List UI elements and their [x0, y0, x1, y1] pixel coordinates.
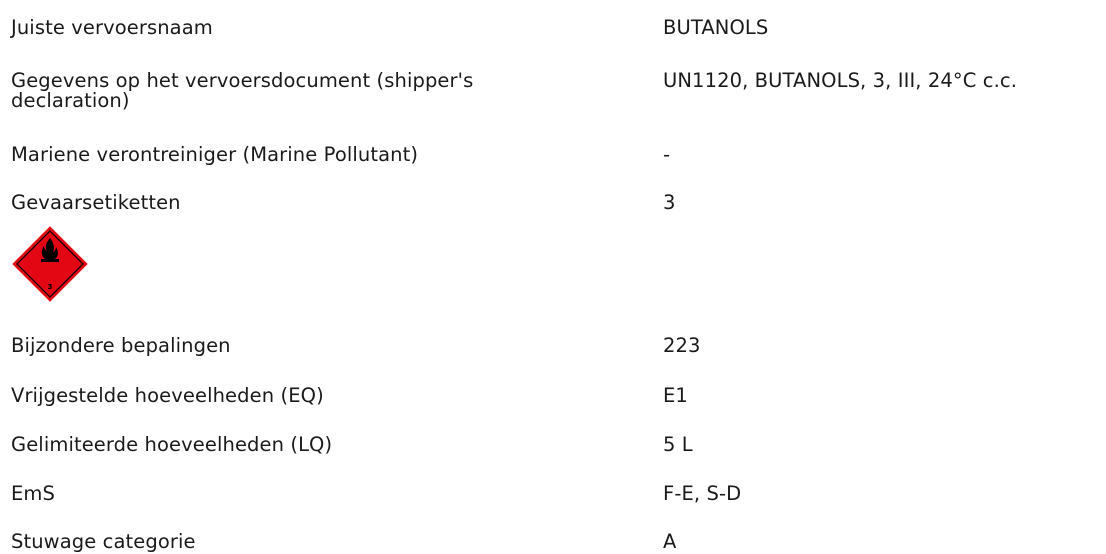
value-limited-quantities: 5 L — [663, 433, 693, 456]
flammable-liquid-diamond-icon — [12, 226, 88, 302]
value-stowage-category: A — [663, 530, 677, 553]
hazard-pictogram-svg — [12, 226, 88, 302]
hazard-class-number: 3 — [47, 283, 53, 291]
label-excepted-quantities: Vrijgestelde hoeveelheden (EQ) — [11, 384, 324, 407]
label-stowage-category: Stuwage categorie — [11, 530, 196, 553]
value-marine-pollutant: - — [663, 143, 671, 166]
label-proper-shipping-name: Juiste vervoersnaam — [11, 16, 213, 39]
label-shipper-declaration-line-2: declaration) — [11, 89, 130, 112]
label-ems: EmS — [11, 482, 55, 505]
label-hazard-labels: Gevaarsetiketten — [11, 191, 181, 214]
value-shipper-declaration: UN1120, BUTANOLS, 3, III, 24°C c.c. — [663, 69, 1018, 92]
value-ems: F-E, S-D — [663, 482, 742, 505]
value-hazard-labels: 3 — [663, 191, 676, 214]
label-limited-quantities: Gelimiteerde hoeveelheden (LQ) — [11, 433, 333, 456]
label-special-provisions: Bijzondere bepalingen — [11, 334, 231, 357]
value-special-provisions: 223 — [663, 334, 701, 357]
label-marine-pollutant: Mariene verontreiniger (Marine Pollutant) — [11, 143, 419, 166]
label-shipper-declaration-line-1: Gegevens op het vervoersdocument (shipper's — [11, 69, 474, 92]
value-excepted-quantities: E1 — [663, 384, 688, 407]
value-proper-shipping-name: BUTANOLS — [663, 16, 769, 39]
